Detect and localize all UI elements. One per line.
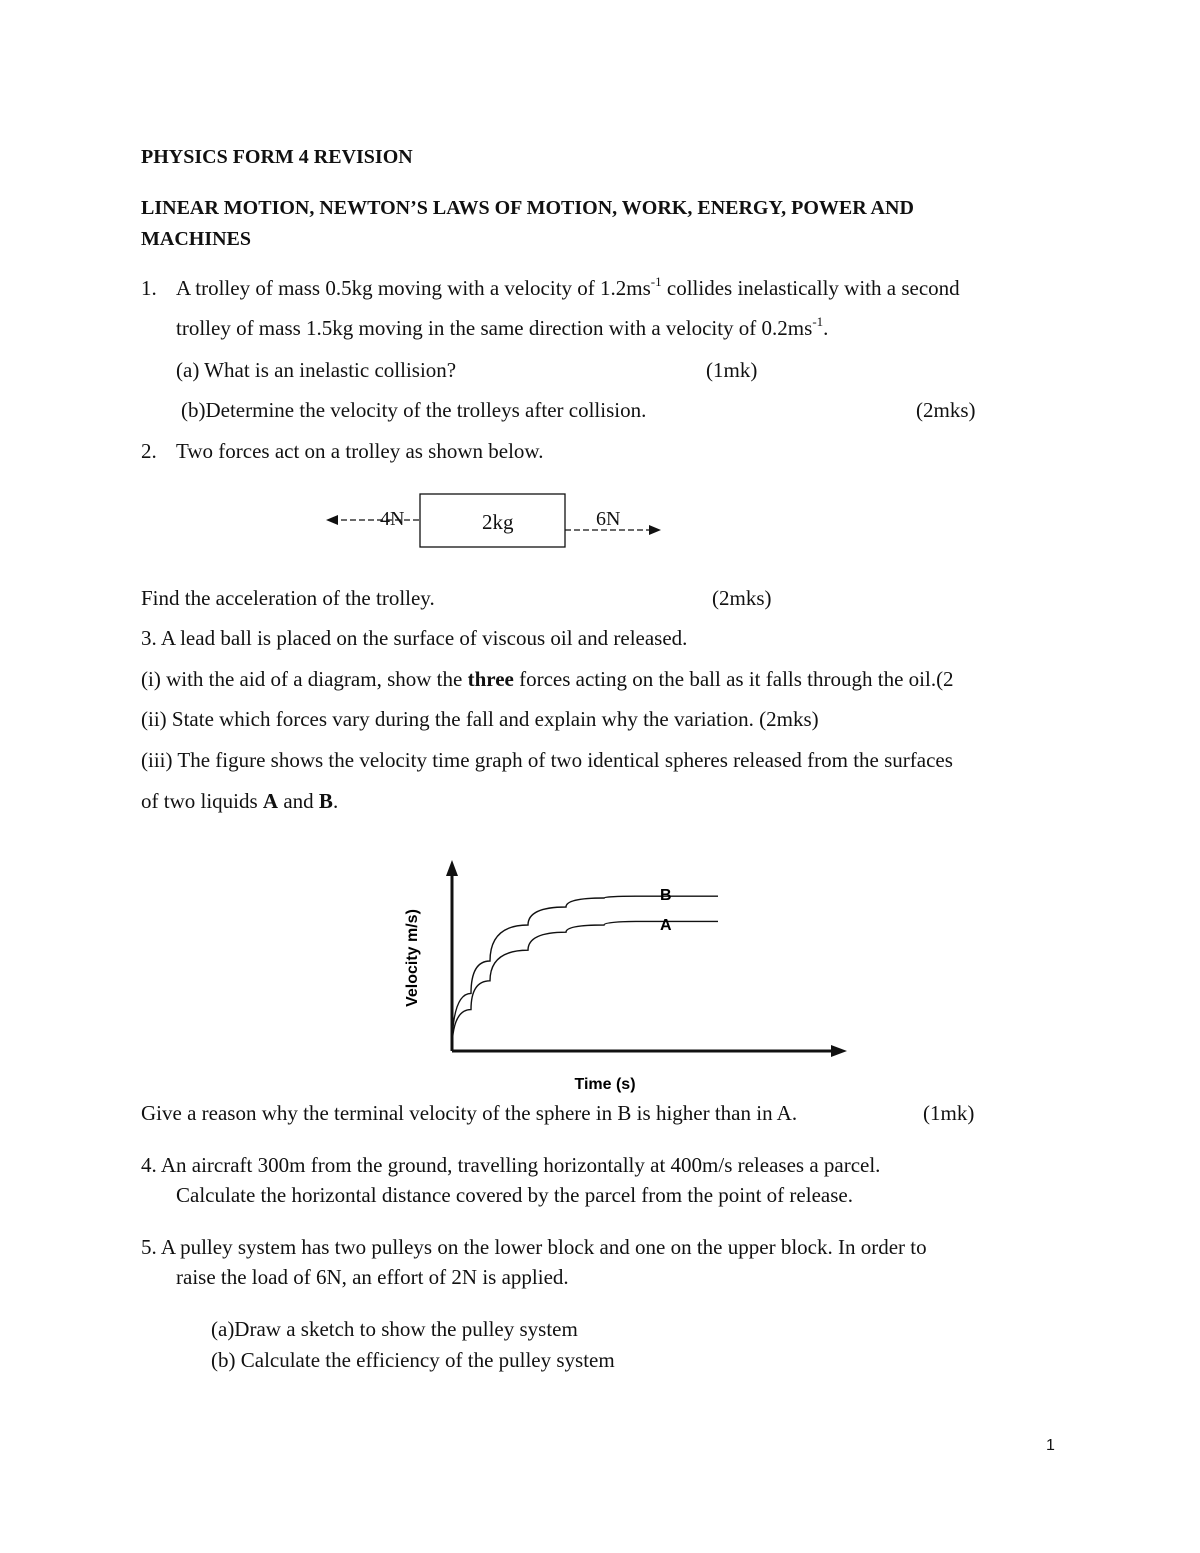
q3-reason: Give a reason why the terminal velocity of the sphere in B is higher than in A. [141, 1101, 798, 1125]
q5a-text: (a)Draw a sketch to show the pulley system [211, 1317, 578, 1341]
series-line-a [452, 921, 718, 1051]
q5b-text: (b) Calculate the efficiency of the pulley system [211, 1348, 615, 1372]
y-axis-label: Velocity m/s) [404, 909, 421, 1007]
q3-intro: 3. A lead ball is placed on the surface of viscous oil and released. [141, 626, 688, 650]
series-line-b [452, 896, 718, 1051]
topic-heading-line1: LINEAR MOTION, NEWTON’S LAWS OF MOTION, WORK, ENERGY, POWER AND [141, 197, 914, 219]
left-force-label: 4N [380, 508, 405, 530]
q2-find-text: Find the acceleration of the trolley. [141, 586, 435, 610]
page-number: 1 [1046, 1437, 1055, 1454]
q3-ii: (ii) State which forces vary during the fall and explain why the variation. (2mks) [141, 707, 819, 731]
mass-label: 2kg [482, 510, 514, 534]
q4-line1: 4. An aircraft 300m from the ground, travelling horizontally at 400m/s releases a parcel. [141, 1153, 881, 1177]
right-arrowhead-icon [649, 525, 661, 535]
q3-reason-marks: (1mk) [923, 1101, 975, 1125]
q3-iii-line1: (iii) The figure shows the velocity time graph of two identical spheres released from the surfaces [141, 748, 953, 772]
x-axis-label: Time (s) [574, 1076, 636, 1093]
page-title: PHYSICS FORM 4 REVISION [141, 146, 413, 168]
left-arrowhead-icon [326, 515, 338, 525]
q1-line1: A trolley of mass 0.5kg moving with a velocity of $1.2ms^{-1}$ collides inelastically with a second [176, 274, 960, 300]
q5-line1: 5. A pulley system has two pulleys on the lower block and one on the upper block. In order to [141, 1235, 927, 1259]
q1a-marks: (1mk) [706, 358, 758, 382]
q2-marks: (2mks) [712, 586, 772, 610]
x-axis-arrowhead-icon [831, 1045, 847, 1057]
right-force-label: 6N [596, 508, 621, 530]
topic-heading-line2: MACHINES [141, 228, 252, 250]
q4-line2: Calculate the horizontal distance covered by the parcel from the point of release. [176, 1183, 853, 1207]
q1-line2: trolley of mass 1.5kg moving in the same direction with a velocity of $0.2ms^{-1}$. [176, 314, 829, 340]
q2-number: 2. [141, 439, 157, 463]
q3-i: (i) with the aid of a diagram, show the three forces acting on the ball as it falls through the oil.(2 [141, 667, 954, 691]
q1-number: 1. [141, 276, 157, 300]
y-axis-arrowhead-icon [446, 860, 458, 876]
q1b-marks: (2mks) [916, 398, 976, 422]
q1b-text: (b)Determine the velocity of the trolleys after collision. [181, 398, 647, 422]
q1a-text: (a) What is an inelastic collision? [176, 358, 457, 382]
q2-text: Two forces act on a trolley as shown below. [176, 439, 544, 463]
series-label-b: B [660, 887, 672, 904]
q5-line2: raise the load of 6N, an effort of 2N is applied. [176, 1265, 569, 1289]
q3-iii-line2: of two liquids A and B. [141, 789, 339, 813]
series-label-a: A [660, 917, 672, 934]
